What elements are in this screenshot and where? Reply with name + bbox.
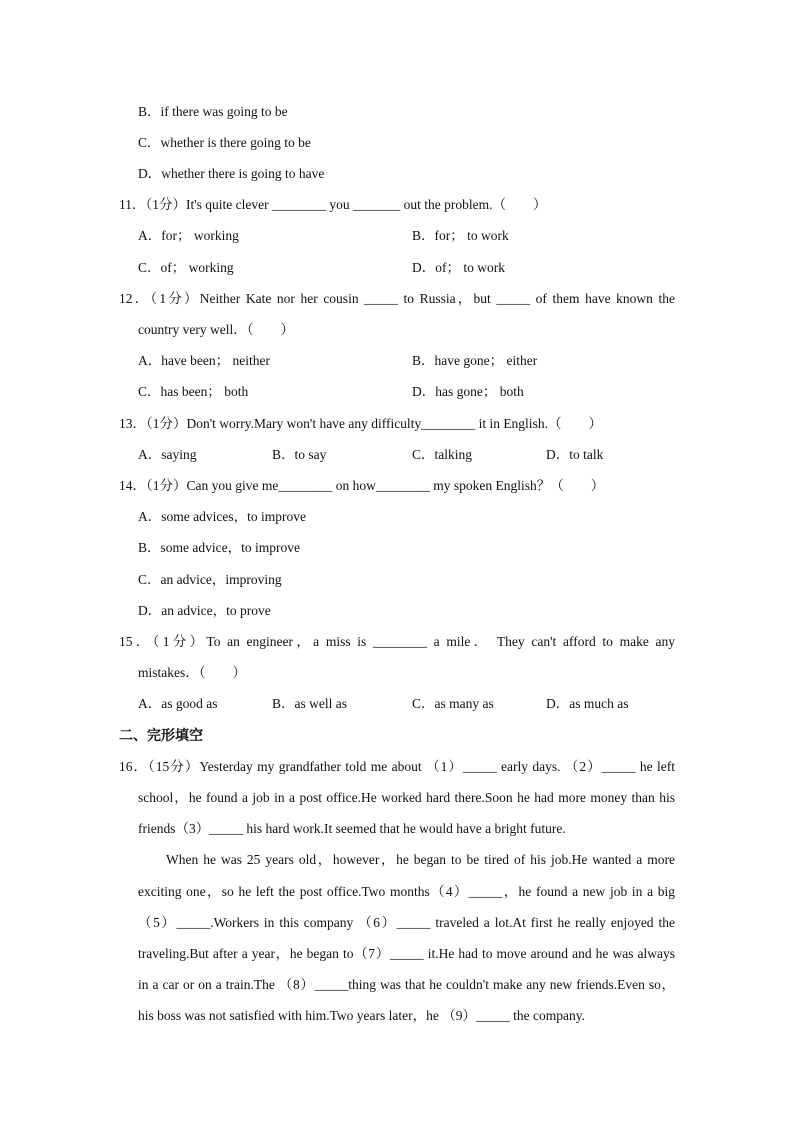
q13-option-a: A．saying [138, 447, 197, 462]
q15-stem-line1: 15．（1分）To an engineer，a miss is ________ a mile． They can't afford to make any [119, 634, 675, 649]
q12-option-a: A．have been； neither [138, 353, 270, 368]
q13-stem: 13．（1分）Don't worry.Mary won't have any difficulty________ it in English.（ ） [119, 416, 602, 431]
q16-line-1: 16．（15分）Yesterday my grandfather told me about （1）_____ early days. （2）_____ he left [119, 759, 675, 774]
q14-option-d: D．an advice，to prove [138, 603, 271, 618]
q12-option-d: D．has gone； both [412, 384, 524, 399]
q12-stem-line2: country very well．（ ） [138, 322, 294, 337]
q13-option-b: B．to say [272, 447, 327, 462]
q11-option-a: A．for； working [138, 228, 239, 243]
q14-stem: 14．（1分）Can you give me________ on how________ my spoken English？（ ） [119, 478, 605, 493]
q13-option-c: C．talking [412, 447, 472, 462]
q16-line-3: friends（3）_____ his hard work.It seemed that he would have a bright future. [138, 821, 566, 836]
q10-option-d: D．whether there is going to have [138, 166, 325, 181]
section-heading: 二、完形填空 [119, 728, 203, 744]
q16-line-6: （5）_____.Workers in this company （6）_____ traveled a lot.At first he really enjoyed the [138, 915, 675, 930]
q15-option-d: D．as much as [546, 696, 629, 711]
q16-line-7: traveling.But after a year，he began to（7）_____ it.He had to move around and he was always [138, 946, 675, 961]
q16-line-5: exciting one，so he left the post office.Two months（4）_____，he found a new job in a big [138, 884, 675, 899]
q12-option-b: B．have gone； either [412, 353, 538, 368]
q16-line-4: When he was 25 years old，however，he began to be tired of his job.He wanted a more [166, 852, 675, 867]
q16-line-8: in a car or on a train.The （8）_____thing was that he couldn't make any new friends.Even so， [138, 977, 675, 992]
q10-option-c: C．whether is there going to be [138, 135, 311, 150]
q11-option-c: C．of； working [138, 260, 234, 275]
q11-option-b: B．for； to work [412, 228, 509, 243]
q10-option-b: B．if there was going to be [138, 104, 288, 119]
q12-option-c: C．has been； both [138, 384, 249, 399]
q15-stem-line2: mistakes．（ ） [138, 665, 246, 680]
q15-option-c: C．as many as [412, 696, 494, 711]
q15-option-a: A．as good as [138, 696, 218, 711]
q16-line-9: his boss was not satisfied with him.Two years later，he （9）_____ the company. [138, 1008, 585, 1023]
q14-option-b: B．some advice，to improve [138, 540, 300, 555]
q12-stem-line1: 12．（1分）Neither Kate nor her cousin _____ to Russia，but _____ of them have known the [119, 291, 675, 306]
q14-option-c: C．an advice，improving [138, 572, 282, 587]
q11-stem: 11．（1分）It's quite clever ________ you _______ out the problem.（ ） [119, 197, 547, 212]
q13-option-d: D．to talk [546, 447, 604, 462]
q11-option-d: D．of； to work [412, 260, 505, 275]
q16-line-2: school，he found a job in a post office.He worked hard there.Soon he had more money than his [138, 790, 675, 805]
q14-option-a: A．some advices，to improve [138, 509, 306, 524]
q15-option-b: B．as well as [272, 696, 347, 711]
